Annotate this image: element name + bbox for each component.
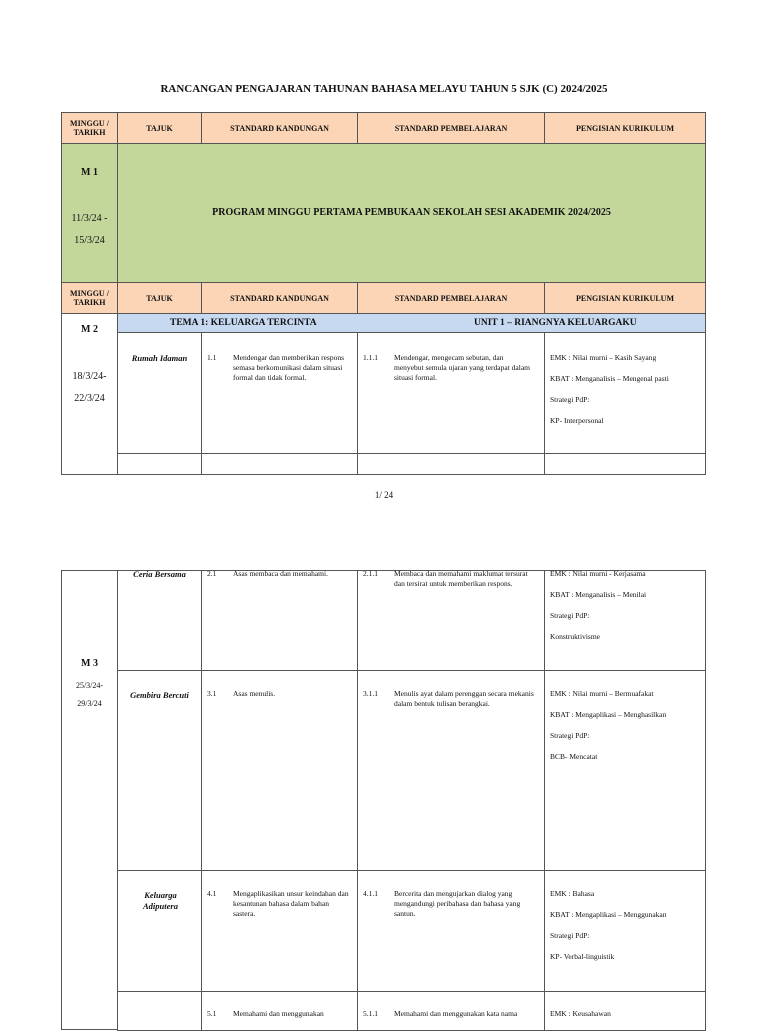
row2-sk-number: 3.1 xyxy=(207,689,217,698)
row2-pk-emk: EMK : Nilai murni – Bermuafakat xyxy=(550,689,654,698)
row3-topic: Keluarga Adiputera xyxy=(143,890,178,911)
row4-pk-cell xyxy=(544,991,706,1031)
row1-sk-number: 2.1 xyxy=(207,569,217,578)
m3-date-end: 29/3/24 xyxy=(77,699,102,708)
row1-pk-kp: Konstruktivisme xyxy=(550,632,600,641)
m2-sk-cell xyxy=(201,332,358,454)
row2-sk-text: Asas menulis. xyxy=(233,689,276,698)
row4-topic-cell xyxy=(117,991,202,1031)
row4-sk-cell xyxy=(201,991,358,1031)
m2-date-end: 22/3/24 xyxy=(74,393,105,404)
m3-week: M 3 xyxy=(81,658,98,669)
m3-week-cell xyxy=(61,570,118,1030)
row3-sp-text: Bercerita dan mengujarkan dialog yang mengandungi peribahasa dan bahasa yang santun. xyxy=(394,889,521,918)
header-minggu-line1: MINGGU / xyxy=(70,119,109,128)
row2-pk-bcb: BCB- Mencatat xyxy=(550,752,598,761)
m2-pk-strategi: Strategi PdP: xyxy=(550,395,590,404)
row1-pk-strategi: Strategi PdP: xyxy=(550,611,590,620)
row4-sp-number: 5.1.1 xyxy=(363,1009,378,1018)
row3-pk-strategi: Strategi PdP: xyxy=(550,931,590,940)
header-minggu-2-line1: MINGGU / xyxy=(70,289,109,298)
row1-sp-number: 2.1.1 xyxy=(363,569,378,578)
header-pengisian-kurikulum-2: PENGISIAN KURIKULUM xyxy=(544,282,706,314)
row1-sp-cell xyxy=(357,570,545,671)
row1-pk-cell xyxy=(544,570,706,671)
m1-date-end: 15/3/24 xyxy=(74,235,105,246)
m2-topic: Rumah Idaman xyxy=(131,353,188,363)
m2-pk-kp: KP- Interpersonal xyxy=(550,416,604,425)
row2-topic-cell xyxy=(117,670,202,871)
header-pengisian-kurikulum: PENGISIAN KURIKULUM xyxy=(544,112,706,144)
m2-sp-number: 1.1.1 xyxy=(363,353,378,362)
m1-week-cell xyxy=(61,143,118,283)
row3-pk-kbat: KBAT : Mengaplikasi – Menggunakan xyxy=(550,910,667,919)
row2-sk-cell xyxy=(201,670,358,871)
tema-bar xyxy=(117,313,706,333)
row1-pk-kbat: KBAT : Menganalisis – Menilai xyxy=(550,590,647,599)
header-standard-pembelajaran-2: STANDARD PEMBELAJARAN xyxy=(357,282,545,314)
m1-program-cell xyxy=(117,143,706,283)
m1-program-text: PROGRAM MINGGU PERTAMA PEMBUKAAN SEKOLAH SESI AKADEMIK 2024/2025 xyxy=(212,207,611,218)
row4-sp-text: Memahami dan menggunakan kata nama xyxy=(394,1009,518,1018)
header-minggu-line2: TARIKH xyxy=(73,128,106,137)
m2-pk-emk: EMK : Nilai murni – Kasih Sayang xyxy=(550,353,657,362)
m2-week-cell xyxy=(61,313,118,475)
header-minggu-2 xyxy=(61,282,118,314)
row2-sp-text: Menulis ayat dalam perenggan secara mekanis dalam bentuk tulisan berangkai. xyxy=(394,689,534,708)
m2-empty-sp xyxy=(357,453,545,475)
row3-sp-cell xyxy=(357,870,545,992)
m2-date-start: 18/3/24- xyxy=(72,371,107,382)
m2-sp-text: Mendengar, mengecam sebutan, dan menyebut semula ujaran yang terdapat dalam situasi formal. xyxy=(394,353,530,382)
row1-sk-cell xyxy=(201,570,358,671)
m2-sp-cell xyxy=(357,332,545,454)
row4-sk-text: Memahami dan menggunakan xyxy=(233,1009,324,1018)
row2-sp-number: 3.1.1 xyxy=(363,689,378,698)
row3-sk-cell xyxy=(201,870,358,992)
header-tajuk: TAJUK xyxy=(117,112,202,144)
row1-topic-cell xyxy=(117,570,202,671)
m2-pk-cell xyxy=(544,332,706,454)
row3-sk-text: Mengaplikasikan unsur keindahan dan kesantunan bahasa dalam bahan sastera. xyxy=(233,889,349,918)
header-minggu-2-line2: TARIKH xyxy=(73,298,106,307)
m3-date-start: 25/3/24- xyxy=(75,681,104,690)
row4-pk-emk: EMK : Keusahawan xyxy=(550,1009,611,1018)
row2-pk-strategi: Strategi PdP: xyxy=(550,731,590,740)
m1-date-start: 11/3/24 - xyxy=(71,213,108,224)
row1-sp-text: Membaca dan memahami maklumat tersurat dan tersirat untuk memberikan respons. xyxy=(394,569,528,588)
header-minggu xyxy=(61,112,118,144)
row4-sk-number: 5.1 xyxy=(207,1009,217,1018)
header-standard-kandungan: STANDARD KANDUNGAN xyxy=(201,112,358,144)
row3-pk-cell xyxy=(544,870,706,992)
row1-pk-emk: EMK : Nilai murni - Kerjasama xyxy=(550,569,646,578)
header-standard-pembelajaran: STANDARD PEMBELAJARAN xyxy=(357,112,545,144)
m2-empty-pk xyxy=(544,453,706,475)
m2-empty-topic xyxy=(117,453,202,475)
m2-topic-cell xyxy=(117,332,202,454)
m1-week: M 1 xyxy=(81,167,98,178)
row2-sp-cell xyxy=(357,670,545,871)
row3-topic-cell xyxy=(117,870,202,992)
header-standard-kandungan-2: STANDARD KANDUNGAN xyxy=(201,282,358,314)
row1-topic: Ceria Bersama xyxy=(133,569,186,579)
row1-sk-text: Asas membaca dan memahami. xyxy=(233,569,328,578)
page-title: RANCANGAN PENGAJARAN TAHUNAN BAHASA MELAYU TAHUN 5 SJK (C) 2024/2025 xyxy=(160,83,608,95)
row3-pk-kp: KP- Verbal-linguistik xyxy=(550,952,615,961)
row2-pk-kbat: KBAT : Mengaplikasi – Menghasilkan xyxy=(550,710,667,719)
row2-pk-cell xyxy=(544,670,706,871)
row3-pk-emk: EMK : Bahasa xyxy=(550,889,595,898)
tema-title: TEMA 1: KELUARGA TERCINTA xyxy=(170,318,317,328)
page-number: 1/ 24 xyxy=(374,490,394,500)
unit-title: UNIT 1 – RIANGNYA KELUARGAKU xyxy=(474,318,637,328)
row3-sk-number: 4.1 xyxy=(207,889,217,898)
row3-sp-number: 4.1.1 xyxy=(363,889,378,898)
m2-sk-number: 1.1 xyxy=(207,353,217,362)
row4-sp-cell xyxy=(357,991,545,1031)
m2-pk-kbat: KBAT : Menganalisis – Mengenal pasti xyxy=(550,374,669,383)
m2-sk-text: Mendengar dan memberikan respons semasa berkomunikasi dalam situasi formal dan tidak formal. xyxy=(233,353,345,382)
header-tajuk-2: TAJUK xyxy=(117,282,202,314)
row2-topic: Gembira Bercuti xyxy=(130,690,189,700)
m2-week: M 2 xyxy=(81,324,98,335)
m2-empty-sk xyxy=(201,453,358,475)
